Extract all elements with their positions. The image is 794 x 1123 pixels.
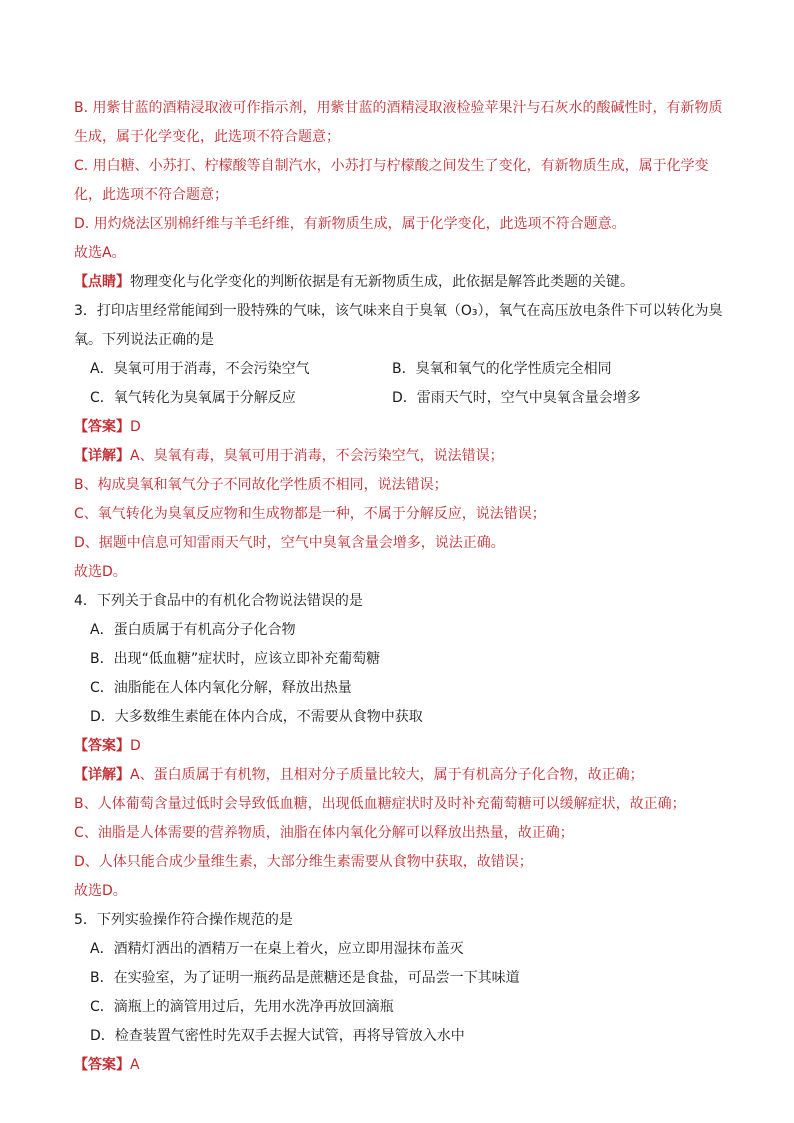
option-d: D．检查装置气密性时先双手去握大试管，再将导管放入水中 <box>90 1028 465 1044</box>
document-content <box>74 94 734 1080</box>
question-5-answer <box>74 1051 734 1080</box>
question-5-stem: 5．下列实验操作符合操作规范的是 <box>74 912 293 928</box>
detail-tag: 【详解】 <box>74 448 130 464</box>
option-a: A．蛋白质属于有机高分子化合物 <box>90 622 296 638</box>
detail-line: B、构成臭氧和氧气分子不同故化学性质不相同，说法错误； <box>74 477 448 493</box>
question-3-stem: 氧。下列说法正确的是 <box>74 332 214 348</box>
answer-value: A <box>130 1057 140 1073</box>
question-4-stem: 4．下列关于食品中的有机化合物说法错误的是 <box>74 593 363 609</box>
answer-tag: 【答案】 <box>74 738 130 754</box>
option-d: D．大多数维生素能在体内合成，不需要从食物中获取 <box>90 709 423 725</box>
question-3-answer <box>74 413 734 442</box>
question-4-detail <box>74 761 734 790</box>
question-3-options-row <box>74 384 734 413</box>
detail-tag: 【详解】 <box>74 767 130 783</box>
detail-line: C、油脂是人体需要的营养物质，油脂在体内氧化分解可以释放出热量，故正确； <box>74 825 574 841</box>
detail-line: D、人体只能合成少量维生素，大部分维生素需要从食物中获取，故错误； <box>74 854 533 870</box>
detail-line: B、人体葡萄含量过低时会导致低血糖，出现低血糖症状时及时补充葡萄糖可以缓解症状，故正确； <box>74 796 686 812</box>
answer-tag: 【答案】 <box>74 419 130 435</box>
option-b: B．臭氧和氧气的化学性质完全相同 <box>392 361 612 377</box>
option-b: B．在实验室，为了证明一瓶药品是蔗糖还是食盐，可品尝一下其味道 <box>90 970 520 986</box>
option-b: B．出现“低血糖”症状时，应该立即补充葡萄糖 <box>90 651 381 667</box>
explanation-line: 生成，属于化学变化，此选项不符合题意； <box>74 129 340 145</box>
detail-line: 故选D。 <box>74 883 127 899</box>
answer-tag: 【答案】 <box>74 1057 130 1073</box>
explanation-line: D. 用灼烧法区别棉纤维与羊毛纤维，有新物质生成，属于化学变化，此选项不符合题意。 <box>74 216 626 232</box>
point-note <box>74 268 734 297</box>
point-tag: 【点睛】 <box>74 274 130 290</box>
explanation-line: C. 用白糖、小苏打、柠檬酸等自制汽水，小苏打与柠檬酸之间发生了变化，有新物质生成，属于化学变 <box>74 158 709 174</box>
question-3-detail <box>74 442 734 471</box>
option-c: C．油脂能在人体内氧化分解，释放出热量 <box>90 680 352 696</box>
answer-value: D <box>130 738 141 754</box>
question-3-stem: 3．打印店里经常能闻到一股特殊的气味，该气味来自于臭氧（O₃），氧气在高压放电条件下可以转化为臭 <box>74 303 723 319</box>
detail-line: C、氧气转化为臭氧反应物和生成物都是一种，不属于分解反应，说法错误； <box>74 506 546 522</box>
option-a: A．臭氧可用于消毒，不会污染空气 <box>90 361 310 377</box>
detail-text: A、蛋白质属于有机物，且相对分子质量比较大，属于有机高分子化合物，故正确； <box>130 767 644 783</box>
explanation-line: 化，此选项不符合题意； <box>74 187 228 203</box>
option-c: C．氧气转化为臭氧属于分解反应 <box>90 390 296 406</box>
point-text: 物理变化与化学变化的判断依据是有无新物质生成，此依据是解答此类题的关键。 <box>130 274 634 290</box>
option-c: C．滴瓶上的滴管用过后，先用水洗净再放回滴瓶 <box>90 999 394 1015</box>
answer-value: D <box>130 419 141 435</box>
option-a: A．酒精灯洒出的酒精万一在桌上着火，应立即用湿抹布盖灭 <box>90 941 464 957</box>
detail-line: D、据题中信息可知雷雨天气时，空气中臭氧含量会增多，说法正确。 <box>74 535 505 551</box>
question-4-answer <box>74 732 734 761</box>
option-d: D．雷雨天气时，空气中臭氧含量会增多 <box>392 390 641 406</box>
explanation-line: 故选A。 <box>74 245 126 261</box>
detail-line: 故选D。 <box>74 564 127 580</box>
explanation-line: B. 用紫甘蓝的酒精浸取液可作指示剂，用紫甘蓝的酒精浸取液检验苹果汁与石灰水的酸碱性时，有新物质 <box>74 100 723 116</box>
detail-text: A、臭氧有毒，臭氧可用于消毒，不会污染空气，说法错误； <box>130 448 504 464</box>
question-3-options-row <box>74 355 734 384</box>
